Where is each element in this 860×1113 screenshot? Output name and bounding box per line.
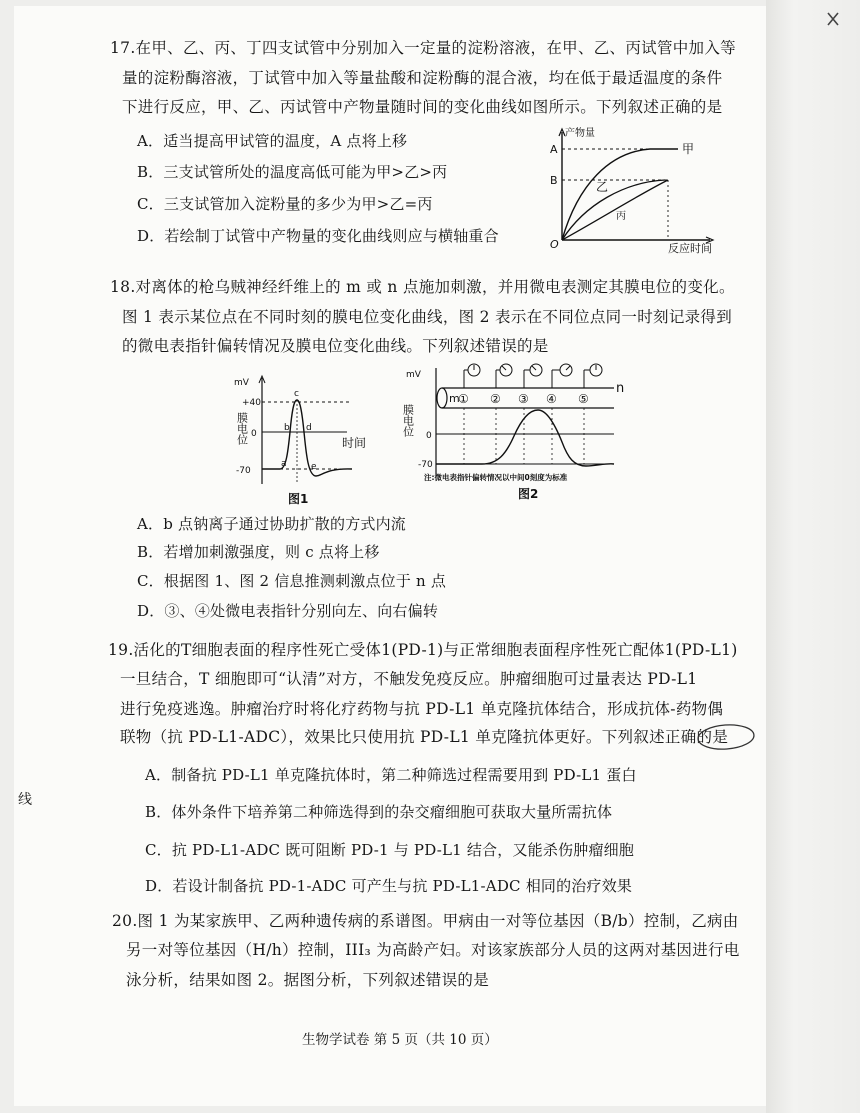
q20-stem-line-1: 20.图 1 为某家族甲、乙两种遗传病的系谱图。甲病由一对等位基因（B/b）控制，乙病由 (112, 912, 739, 930)
q17-origin-label: O (550, 238, 559, 251)
q17-option-a: A．适当提高甲试管的温度，A 点将上移 (137, 132, 408, 150)
q17-curve-jia (562, 149, 678, 240)
fig2-point-2: ② (490, 392, 501, 406)
q19-stem-line-3: 进行免疫逃逸。肿瘤治疗时将化疗药物与抗 PD-L1 单克隆抗体结合，形成抗体-药物偶 (120, 700, 724, 718)
q17-stem-line-2: 量的淀粉酶溶液，丁试管中加入等量盐酸和淀粉酶的混合液，均在低于最适温度的条件 (122, 69, 723, 87)
q17-point-a: A (550, 143, 558, 156)
q17-stem-line-3: 下进行反应，甲、乙、丙试管中产物量随时间的变化曲线如图所示。下列叙述正确的是 (122, 98, 723, 116)
q18-stem-line-1: 18.对离体的枪乌贼神经纤维上的 m 或 n 点施加刺激，并用微电表测定其膜电位的变化。 (110, 278, 735, 296)
fig2-y-label: 膜电位 (402, 404, 415, 437)
fig2-label-m: m (449, 392, 460, 405)
fig2-label-n: n (616, 381, 625, 396)
q17-option-d: D．若绘制丁试管中产物量的变化曲线则应与横轴重合 (137, 227, 499, 245)
q19-option-a: A．制备抗 PD-L1 单克隆抗体时，第二种筛选过程需要用到 PD-L1 蛋白 (145, 766, 637, 784)
page-edge (766, 0, 860, 1113)
fig2-point-1: ① (458, 392, 469, 406)
fig2-meter-1 (464, 364, 480, 388)
q19-stem-line-1: 19.活化的T细胞表面的程序性死亡受体1(PD-1)与正常细胞表面程序性死亡配体1(PD-L1) (108, 641, 738, 659)
q17-option-b: B．三支试管所处的温度高低可能为甲>乙>丙 (137, 163, 448, 181)
fig2-unit: mV (406, 370, 421, 380)
fig2-point-3: ③ (518, 392, 529, 406)
q18-figure-2 (402, 362, 634, 508)
fig2-point-5: ⑤ (578, 392, 589, 406)
fig2-caption: 图2 (518, 487, 539, 501)
fig2-point-4: ④ (546, 392, 557, 406)
q17-label-bing: 丙 (616, 211, 626, 222)
q17-x-label: 反应时间 (668, 242, 712, 254)
fig1-point-e: e (311, 462, 317, 472)
fig2-meter-4 (552, 364, 572, 388)
q20-stem-line-2: 另一对等位基因（H/h）控制，III₃ 为高龄产妇。对该家族部分人员的这两对基因进行电 (126, 941, 740, 959)
q20-stem-line-3: 泳分析，结果如图 2。据图分析，下列叙述错误的是 (126, 971, 489, 989)
fig1-caption: 图1 (288, 492, 309, 506)
q17-label-jia: 甲 (682, 142, 695, 156)
fig1-potential-curve (262, 400, 352, 476)
q19-option-b: B．体外条件下培养第二种筛选得到的杂交瘤细胞可获取大量所需抗体 (145, 803, 613, 821)
fig1-tick-bottom: -70 (236, 466, 251, 476)
fig1-tick-top: +40 (242, 398, 261, 408)
page-footer: 生物学试卷 第 5 页（共 10 页） (302, 1032, 498, 1048)
q18-stem-line-2: 图 1 表示某位点在不同时刻的膜电位变化曲线，图 2 表示在不同位点同一时刻记录得到 (122, 308, 733, 326)
fig1-point-c: c (294, 389, 299, 399)
q18-option-b: B．若增加刺激强度，则 c 点将上移 (137, 543, 380, 561)
handwritten-circle-mark (696, 720, 758, 754)
fig2-tick-zero: 0 (426, 431, 432, 441)
fig2-meter-5 (584, 364, 602, 388)
q18-figure-1 (232, 372, 382, 508)
fig2-potential-curve (436, 410, 614, 466)
binding-margin-char: 线 (18, 792, 33, 808)
fig1-unit: mV (234, 378, 249, 388)
q17-stem-line-1: 17.在甲、乙、丙、丁四支试管中分别加入一定量的淀粉溶液，在甲、乙、丙试管中加入等 (110, 39, 736, 57)
q18-option-a: A．b 点钠离子通过协助扩散的方式内流 (137, 515, 407, 533)
q18-stem-line-3: 的微电表指针偏转情况及膜电位变化曲线。下列叙述错误的是 (122, 337, 549, 355)
fig1-point-d: d (306, 423, 312, 433)
fig1-x-label: 时间 (342, 436, 367, 450)
fig2-meter-3 (524, 364, 542, 388)
q17-y-label: 产物量 (565, 128, 595, 139)
q19-stem-line-4: 联物（抗 PD-L1-ADC），效果比只使用抗 PD-L1 单克隆抗体更好。下列叙述正确的是 (120, 728, 729, 746)
q19-option-c: C．抗 PD-L1-ADC 既可阻断 PD-1 与 PD-L1 结合，又能杀伤肿瘤细胞 (145, 841, 635, 859)
fig1-y-label: 膜电位 (235, 412, 249, 445)
corner-mark-icon (826, 10, 840, 28)
fig1-tick-zero: 0 (251, 429, 257, 439)
q17-curve-bing (562, 180, 668, 240)
q18-option-c: C．根据图 1、图 2 信息推测刺激点位于 n 点 (137, 572, 447, 590)
q17-point-b: B (550, 174, 558, 187)
q19-stem-line-2: 一旦结合，T 细胞即可“认清”对方，不触发免疫反应。肿瘤细胞可过量表达 PD-L1 (120, 670, 698, 688)
fig1-point-a: a (281, 459, 287, 469)
q19-option-d: D．若设计制备抗 PD-1-ADC 可产生与抗 PD-L1-ADC 相同的治疗效果 (145, 877, 633, 895)
q17-product-graph (540, 124, 740, 254)
fig2-note: 注:微电表指针偏转情况以中间0刻度为标准 (424, 473, 568, 482)
q17-option-c: C．三支试管加入淀粉量的多少为甲>乙=丙 (137, 195, 433, 213)
q18-option-d: D．③、④处微电表指针分别向左、向右偏转 (137, 602, 439, 620)
fig1-point-b: b (284, 423, 290, 433)
fig2-meter-2 (496, 364, 512, 388)
q17-label-yi: 乙 (596, 180, 609, 194)
fig2-tick-bottom: -70 (418, 460, 433, 470)
